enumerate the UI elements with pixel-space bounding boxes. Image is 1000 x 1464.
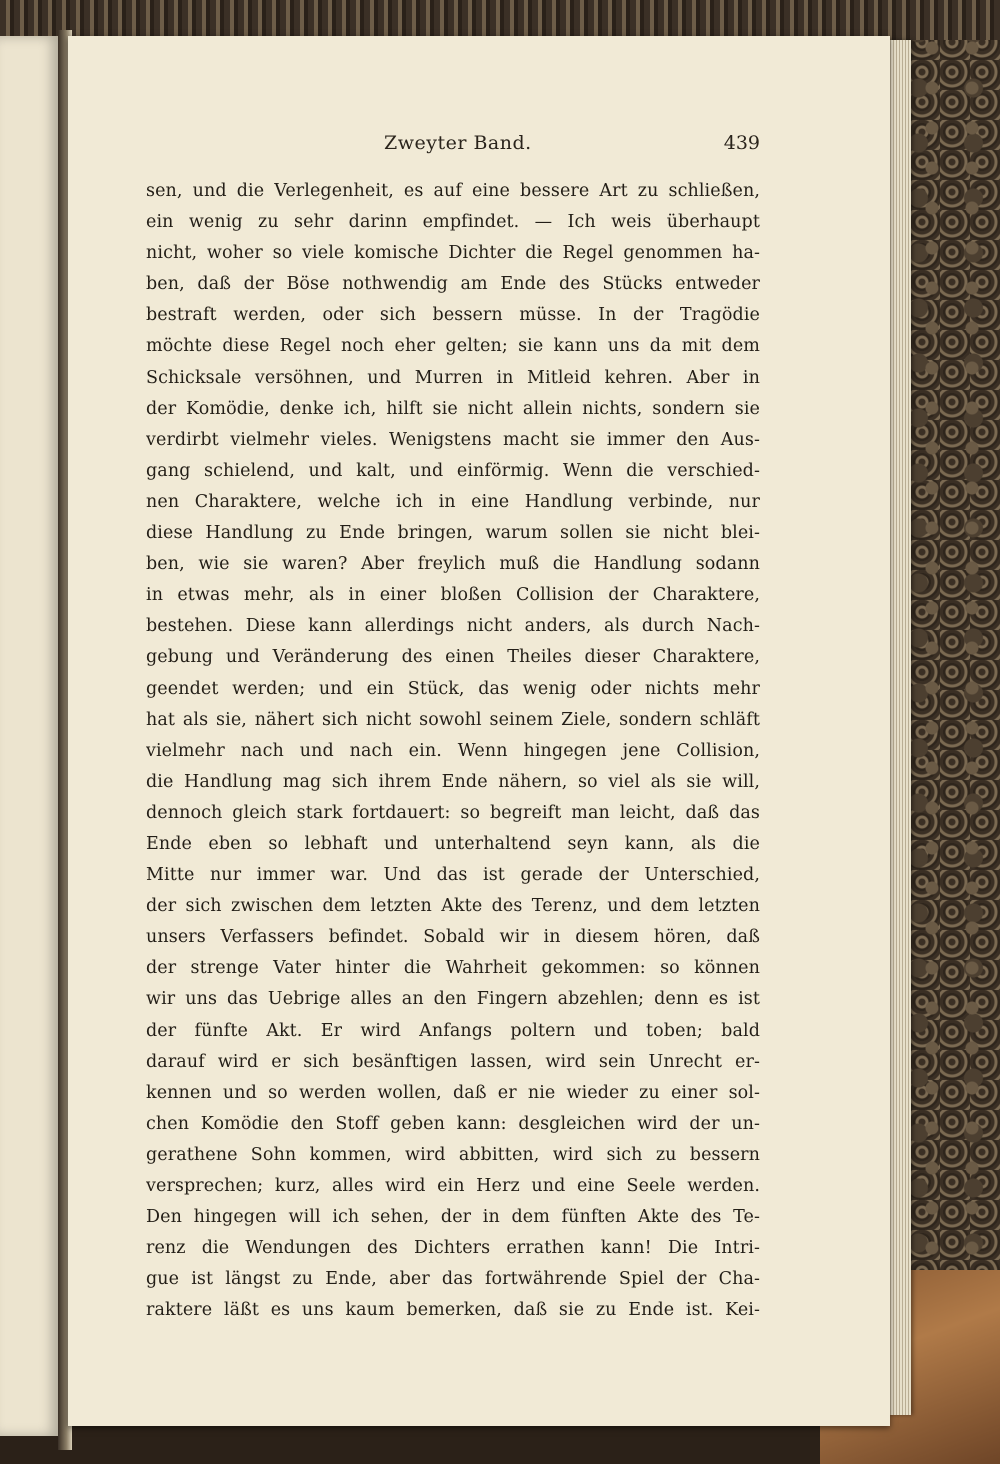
- text-line: Schicksale versöhnen, und Murren in Mitleid kehren. Aber in: [146, 367, 760, 388]
- text-line: ein wenig zu sehr darinn empfindet. — Ich weis überhaupt: [146, 212, 760, 233]
- text-line: diese Handlung zu Ende bringen, warum sollen sie nicht blei-: [146, 523, 760, 544]
- text-line: ben, wie sie waren? Aber freylich muß die Handlung sodann: [146, 554, 760, 575]
- text-line: hat als sie, nähert sich nicht sowohl seinem Ziele, sondern schläft: [146, 709, 760, 730]
- page-header: [68, 132, 890, 162]
- text-line: dennoch gleich stark fortdauert: so begreift man leicht, daß das: [146, 802, 760, 823]
- text-line: darauf wird er sich besänftigen lassen, wird sein Unrecht er-: [146, 1051, 760, 1072]
- top-cover-edge: [0, 0, 1000, 40]
- text-line: nen Charaktere, welche ich in eine Handlung verbinde, nur: [146, 491, 760, 512]
- text-line: in etwas mehr, als in einer bloßen Collision der Charaktere,: [146, 585, 760, 606]
- text-line: wir uns das Uebrige alles an den Fingern abzehlen; denn es ist: [146, 989, 760, 1010]
- text-line: gang schielend, und kalt, und einförmig. Wenn die verschied-: [146, 460, 760, 481]
- text-line: kennen und so werden wollen, daß er nie wieder zu einer sol-: [146, 1082, 760, 1103]
- text-line: möchte diese Regel noch eher gelten; sie kann uns da mit dem: [146, 336, 760, 357]
- text-line: der strenge Vater hinter die Wahrheit gekommen: so können: [146, 958, 760, 979]
- text-line: versprechen; kurz, alles wird ein Herz und eine Seele werden.: [146, 1176, 760, 1196]
- text-line: nicht, woher so viele komische Dichter die Regel genommen ha-: [146, 243, 760, 264]
- page-number: 439: [723, 132, 760, 154]
- text-line: chen Komödie den Stoff geben kann: desgleichen wird der un-: [146, 1113, 760, 1134]
- body-text: [146, 176, 760, 1326]
- text-line: unsers Verfassers befindet. Sobald wir in diesem hören, daß: [146, 927, 760, 948]
- text-line: vielmehr nach und nach ein. Wenn hingegen jene Collision,: [146, 740, 760, 761]
- text-line: gue ist längst zu Ende, aber das fortwährende Spiel der Cha-: [146, 1269, 760, 1290]
- text-line: ben, daß der Böse nothwendig am Ende des Stücks entweder: [146, 274, 760, 295]
- text-line: bestehen. Diese kann allerdings nicht anders, als durch Nach-: [146, 616, 760, 637]
- text-line: der sich zwischen dem letzten Akte des Terenz, und dem letzten: [146, 896, 760, 917]
- text-line: geendet werden; und ein Stück, das wenig oder nichts mehr: [146, 678, 760, 699]
- text-line: der Komödie, denke ich, hilft sie nicht allein nichts, sondern sie: [146, 398, 760, 419]
- text-line: Mitte nur immer war. Und das ist gerade der Unterschied,: [146, 865, 760, 886]
- text-line: Ende eben so lebhaft und unterhaltend seyn kann, als die: [146, 833, 760, 854]
- book-page: [68, 36, 890, 1426]
- text-line: gebung und Veränderung des einen Theiles dieser Charaktere,: [146, 647, 760, 668]
- text-line: renz die Wendungen des Dichters errathen kann! Die Intri-: [146, 1238, 760, 1259]
- text-line: Den hingegen will ich sehen, der in dem fünften Akte des Te-: [146, 1207, 760, 1228]
- text-line: die Handlung mag sich ihrem Ende nähern, so viel als sie will,: [146, 771, 760, 792]
- running-title: Zweyter Band.: [384, 132, 532, 154]
- text-line: raktere läßt es uns kaum bemerken, daß sie zu Ende ist. Kei-: [146, 1300, 760, 1321]
- text-line: der fünfte Akt. Er wird Anfangs poltern und toben; bald: [146, 1020, 760, 1041]
- facing-page: [0, 36, 60, 1436]
- text-line: gerathene Sohn kommen, wird abbitten, wird sich zu bessern: [146, 1144, 760, 1165]
- text-line: verdirbt vielmehr vieles. Wenigstens macht sie immer den Aus-: [146, 429, 760, 450]
- text-line: sen, und die Verlegenheit, es auf eine bessere Art zu schließen,: [146, 181, 760, 201]
- text-line: bestraft werden, oder sich bessern müsse. In der Tragödie: [146, 305, 760, 326]
